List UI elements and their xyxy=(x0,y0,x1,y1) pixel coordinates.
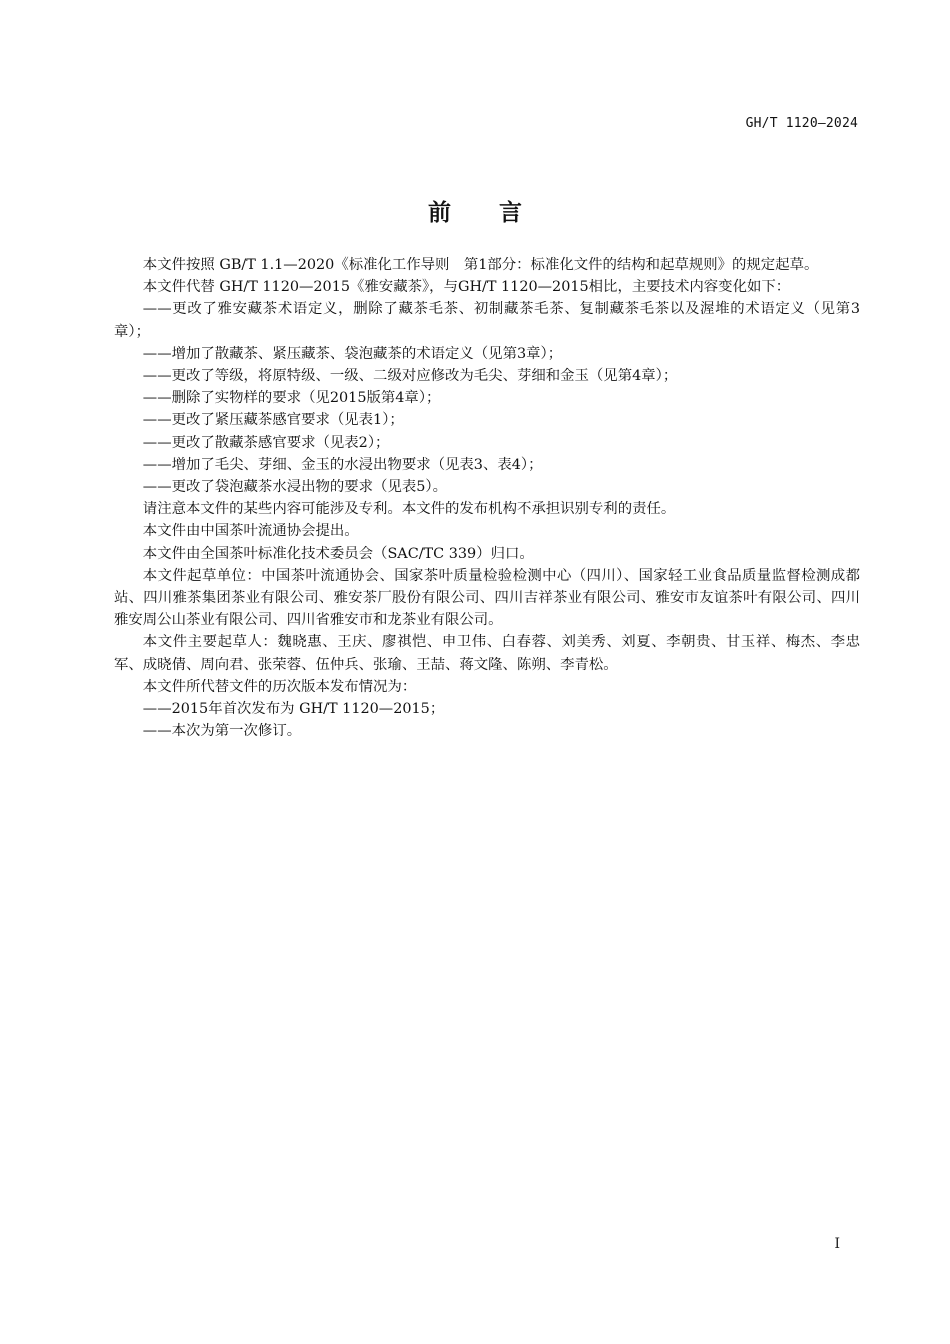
paragraph-replaces: 本文件代替 GH/T 1120—2015《雅安藏茶》，与GH/T 1120—2015相比，主要技术内容变化如下： xyxy=(142,279,791,296)
foreword-body xyxy=(114,254,860,742)
document-code: GH/T 1120—2024 xyxy=(745,116,858,131)
version-history-item: ——本次为第一次修订。 xyxy=(142,723,302,740)
version-history-item: ——2015年首次发布为 GH/T 1120—2015； xyxy=(142,701,445,718)
paragraph-proposed-by: 本文件由中国茶叶流通协会提出。 xyxy=(142,523,359,540)
paragraph-patent-notice: 请注意本文件的某些内容可能涉及专利。本文件的发布机构不承担识别专利的责任。 xyxy=(142,501,676,518)
change-item: ——更改了散藏茶感官要求（见表2）； xyxy=(142,434,390,451)
page-number: I xyxy=(834,1236,840,1252)
change-item: ——更改了袋泡藏茶水浸出物的要求（见表5）。 xyxy=(142,479,447,496)
change-item: ——增加了毛尖、芽细、金玉的水浸出物要求（见表3、表4）； xyxy=(142,456,543,473)
change-item: ——更改了等级，将原特级、一级、二级对应修改为毛尖、芽细和金玉（见第4章）； xyxy=(142,368,678,385)
page-title: 前言 xyxy=(428,200,570,226)
change-item: ——增加了散藏茶、紧压藏茶、袋泡藏茶的术语定义（见第3章）； xyxy=(142,345,563,362)
paragraph-drafting-basis: 本文件按照 GB/T 1.1—2020《标准化工作导则 第1部分：标准化文件的结构和起草规则》的规定起草。 xyxy=(142,257,819,273)
change-item: ——更改了雅安藏茶术语定义，删除了藏茶毛茶、初制藏茶毛茶、复制藏茶毛茶以及渥堆的术语定义（见第3章）； xyxy=(114,301,860,340)
paragraph-under-jurisdiction: 本文件由全国茶叶标准化技术委员会（SAC/TC 339）归口。 xyxy=(142,545,534,562)
change-item: ——删除了实物样的要求（见2015版第4章）； xyxy=(142,390,441,407)
paragraph-drafters: 本文件主要起草人：魏晓惠、王庆、廖祺恺、申卫伟、白春蓉、刘美秀、刘夏、李朝贵、甘玉祥、梅杰、李忠军、成晓倩、周向君、张荣蓉、伍仲兵、张瑜、王喆、蒋文隆、陈朔、李青松。 xyxy=(114,634,860,673)
change-item: ——更改了紧压藏茶感官要求（见表1）； xyxy=(142,412,404,429)
paragraph-version-history: 本文件所代替文件的历次版本发布情况为： xyxy=(142,678,417,695)
paragraph-drafting-units: 本文件起草单位：中国茶叶流通协会、国家茶叶质量检验检测中心（四川）、国家轻工业食品质量监督检测成都站、四川雅茶集团茶业有限公司、雅安茶厂股份有限公司、四川吉祥茶业有限公司、雅安市友谊茶叶有限公司、四川雅安周公山茶业有限公司、四川省雅安市和龙茶业有限公司。 xyxy=(114,567,860,629)
